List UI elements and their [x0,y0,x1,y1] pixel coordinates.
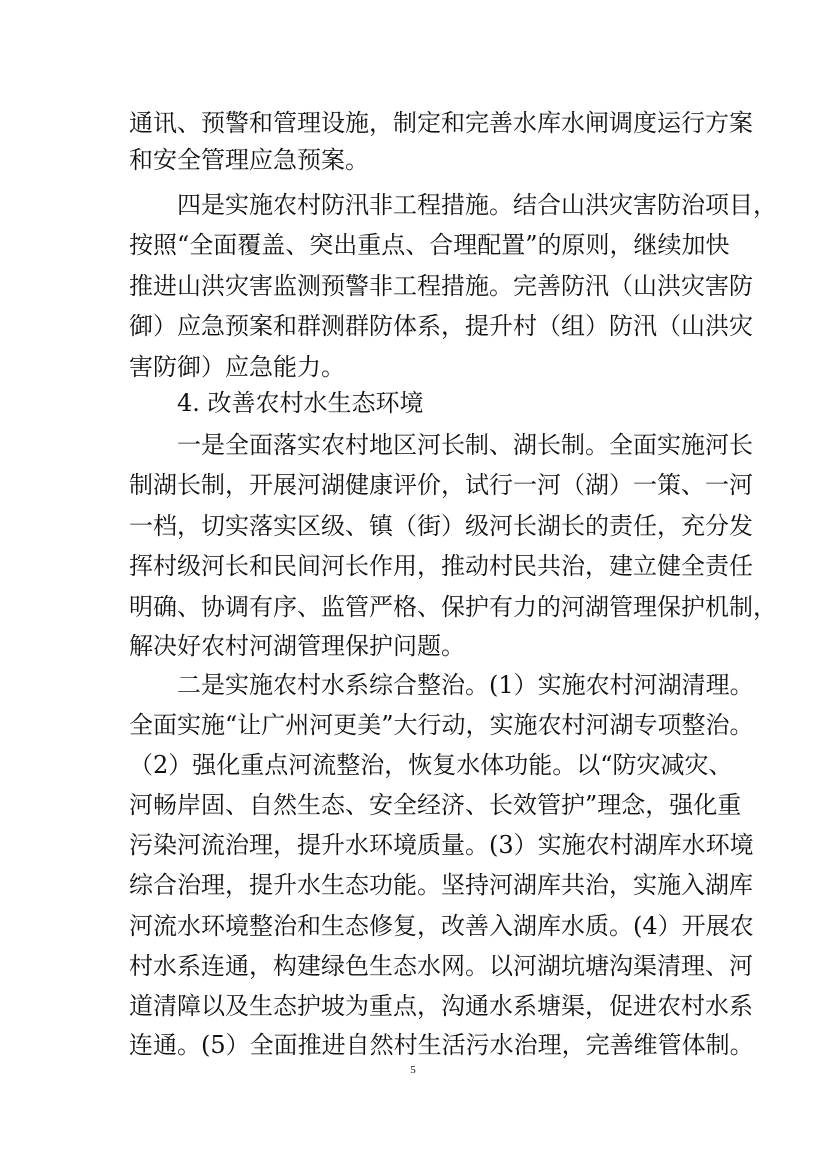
text-line: 御）应急预案和群测群防体系，提升村（组）防汛（山洪灾 [129,312,753,340]
text-line: 连通。(5）全面推进自然村生活污水治理，完善维管体制。 [129,1031,754,1059]
text-line: 河流水环境整治和生态修复，改善入湖库水质。(4）开展农 [129,912,754,940]
text-line: 道清障以及生态护坡为重点，沟通水系塘渠，促进农村水系 [129,992,753,1020]
text-line: 综合治理，提升水生态功能。坚持河湖库共治，实施入湖库 [129,871,753,899]
text-line: 四是实施农村防汛非工程措施。结合山洪灾害防治项目， [177,191,777,219]
text-line: （2）强化重点河流整治，恢复水体功能。以“防灾减灾、 [129,751,733,779]
text-line: 解决好农村河湖管理保护问题。 [129,632,465,660]
section-heading: 4. 改善农村水生态环境 [177,389,424,417]
text-line: 一档，切实落实区级、镇（街）级河长湖长的责任，充分发 [129,512,753,540]
text-line: 推进山洪灾害监测预警非工程措施。完善防汛（山洪灾害防 [129,272,753,300]
page-number: 5 [410,1064,416,1076]
text-line: 和安全管理应急预案。 [129,146,369,174]
text-line: 挥村级河长和民间河长作用，推动村民共治，建立健全责任 [129,552,753,580]
text-line: 河畅岸固、自然生态、安全经济、长效管护”理念，强化重 [129,791,742,819]
text-line: 通讯、预警和管理设施，制定和完善水库水闸调度运行方案 [129,109,753,137]
text-line: 全面实施“让广州河更美”大行动，实施农村河湖专项整治。 [129,711,754,739]
text-line: 村水系连通，构建绿色生态水网。以河湖坑塘沟渠清理、河 [129,952,753,980]
text-line: 明确、协调有序、监管严格、保护有力的河湖管理保护机制， [129,593,777,621]
text-line: 害防御）应急能力。 [129,353,345,381]
text-line: 制湖长制，开展河湖健康评价，试行一河（湖）一策、一河 [129,471,753,499]
text-line: 二是实施农村水系综合整治。(1）实施农村河湖清理。 [177,671,754,699]
text-line: 污染河流治理，提升水环境质量。(3）实施农村湖库水环境 [129,831,754,859]
text-line: 按照“全面覆盖、突出重点、合理配置”的原则，继续加快 [129,231,730,259]
text-line: 一是全面落实农村地区河长制、湖长制。全面实施河长 [177,431,753,459]
